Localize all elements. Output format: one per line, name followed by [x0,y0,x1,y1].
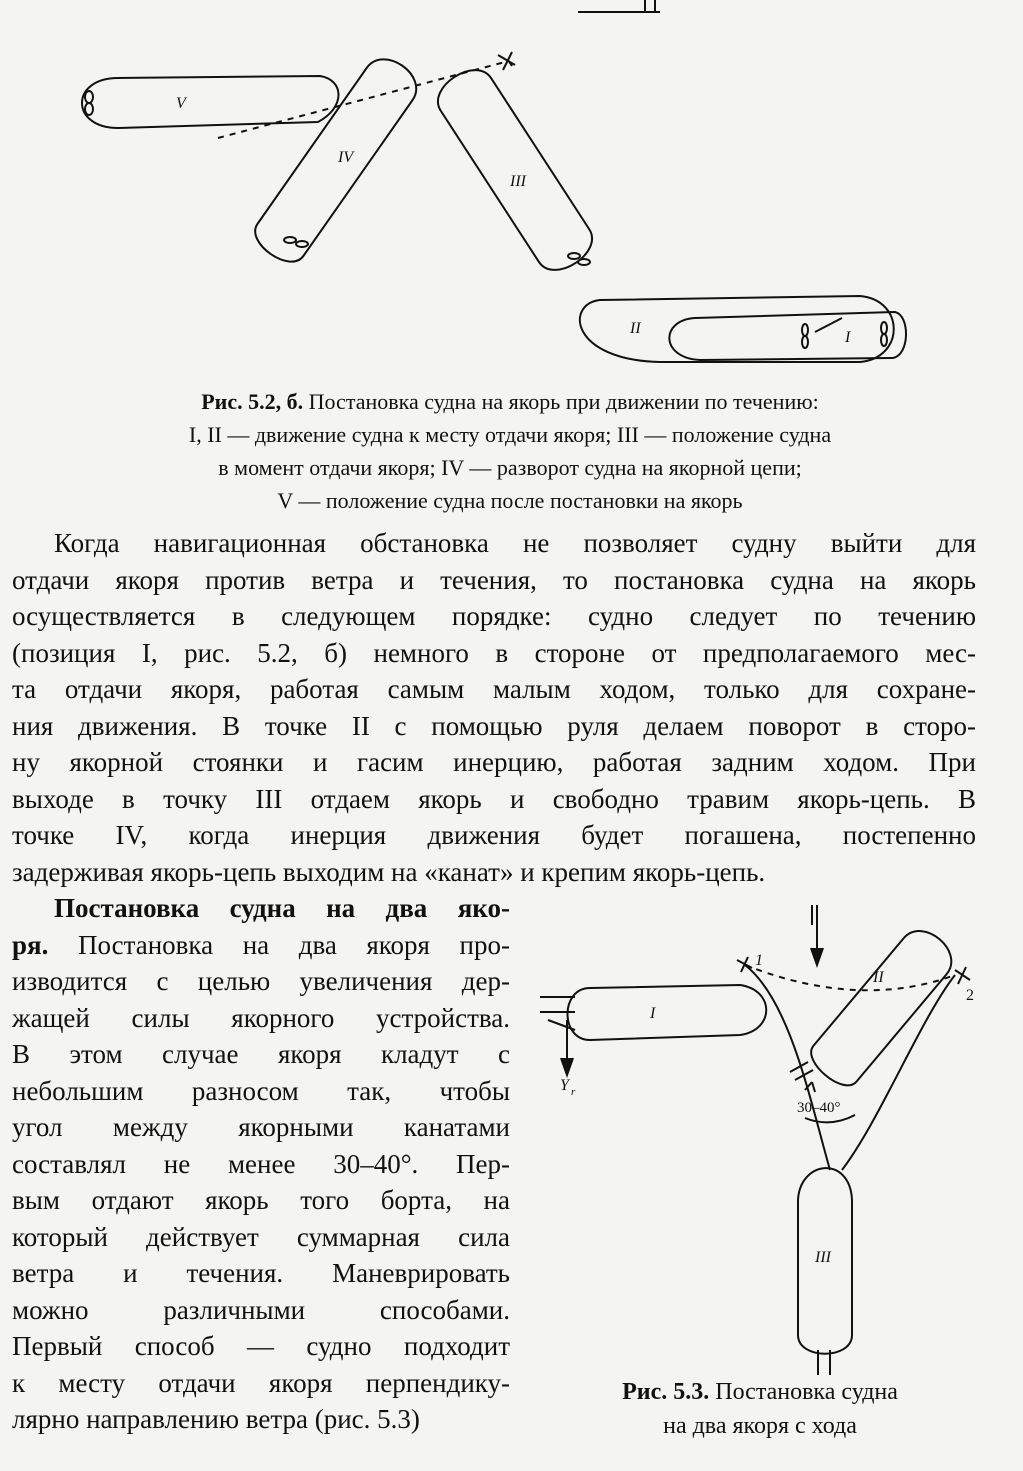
angle-label: 30–40° [797,1100,841,1116]
text-line: (позиция I, рис. 5.2, б) немного в стороне от предполагаемого мес- [12,637,976,668]
caption-title: Рис. 5.2, б. [201,389,304,414]
caption-line: Постановка судна [715,1379,898,1405]
ship-label-i: I [650,1005,656,1022]
caption-line: Постановка судна на якорь при движении по течению: [308,389,819,414]
text-line: В этом случае якоря кладут с [12,1039,510,1069]
ship-label-i: I [845,329,851,346]
text-line: ну якорной стоянки и гасим инерцию, работая задним ходом. При [12,747,976,777]
text-line: составлял не менее 30–40°. Пер- [12,1148,510,1179]
text-line: угол между якорными канатами [12,1112,510,1142]
axis-label-y: Y [560,1077,569,1094]
ship-label-ii: II [630,320,641,337]
text-line: выходе в точку III отдаем якорь и свободно травим якорь-цепь. В [12,783,976,814]
text-line: который действует суммарная сила [12,1221,510,1252]
caption-title: Рис. 5.3. [622,1379,710,1405]
text-line: ния движения. В точке II с помощью руля делаем поворот в сторо- [12,710,976,741]
text-line: к месту отдачи якоря перпендику- [12,1367,510,1398]
anchor-icon [955,967,970,984]
text-line: осуществляется в следующем порядке: судно следует по течению [12,601,976,631]
text-line: Когда навигационная обстановка не позволяет судну выйти для [54,528,976,558]
text-line: ветра и течения. Маневрировать [12,1258,510,1288]
text-line: задерживая якорь-цепь выходим на «канат» и крепим якорь-цепь. [12,856,766,887]
anchor-label-2: 2 [966,987,974,1004]
text-line: жащей силы якорного устройства. [12,1002,510,1033]
text-line: Постановка на два якоря про- [77,929,510,960]
ship-position-i [540,985,766,1098]
text-line: изводится с целью увеличения дер- [12,966,510,996]
ship-position-iii [798,1168,852,1375]
axis-label-y-subscript: r [571,1086,576,1098]
text-line: отдачи якоря против ветра и течения, то постановка судна на якорь [12,564,976,595]
ship-label-v: V [176,95,186,112]
caption-line: I, II — движение судна к месту отдачи якоря; III — положение судна [188,422,832,447]
caption-line: V — положение судна после постановки на якорь [277,488,743,513]
anchor-chains [745,965,955,1170]
text-line: лярно направлению ветра (рис. 5.3) [12,1404,420,1434]
ship-label-iv: IV [338,149,354,166]
text-line: вым отдают якорь того борта, на [12,1185,510,1215]
caption-line: на два якоря с хода [663,1413,857,1439]
anchor-arc-dashed [745,965,955,990]
text-line: небольшим разносом так, чтобы [12,1075,510,1106]
anchor-label-1: 1 [755,952,763,969]
text-line: можно различными способами. [12,1294,510,1325]
section-heading: Постановка судна на два яко- [54,893,510,923]
ship-position-ii [804,921,961,1093]
text-line: точке IV, когда инерция движения будет погашена, постепенно [12,820,976,850]
text-line: Первый способ — судно подходит [12,1331,510,1361]
caption-line: в момент отдачи якоря; IV — разворот судна на якорной цепи; [218,455,802,480]
ship-label-ii: II [873,969,884,986]
figure-5-3-caption [560,1375,960,1443]
section-heading: ря. [12,929,49,960]
wind-arrow [811,905,823,965]
ship-label-iii: III [815,1249,831,1266]
text-line: та отдачи якоря, работая самым малым ходом, только для сохране- [12,674,976,704]
ship-label-iii: III [510,173,526,190]
